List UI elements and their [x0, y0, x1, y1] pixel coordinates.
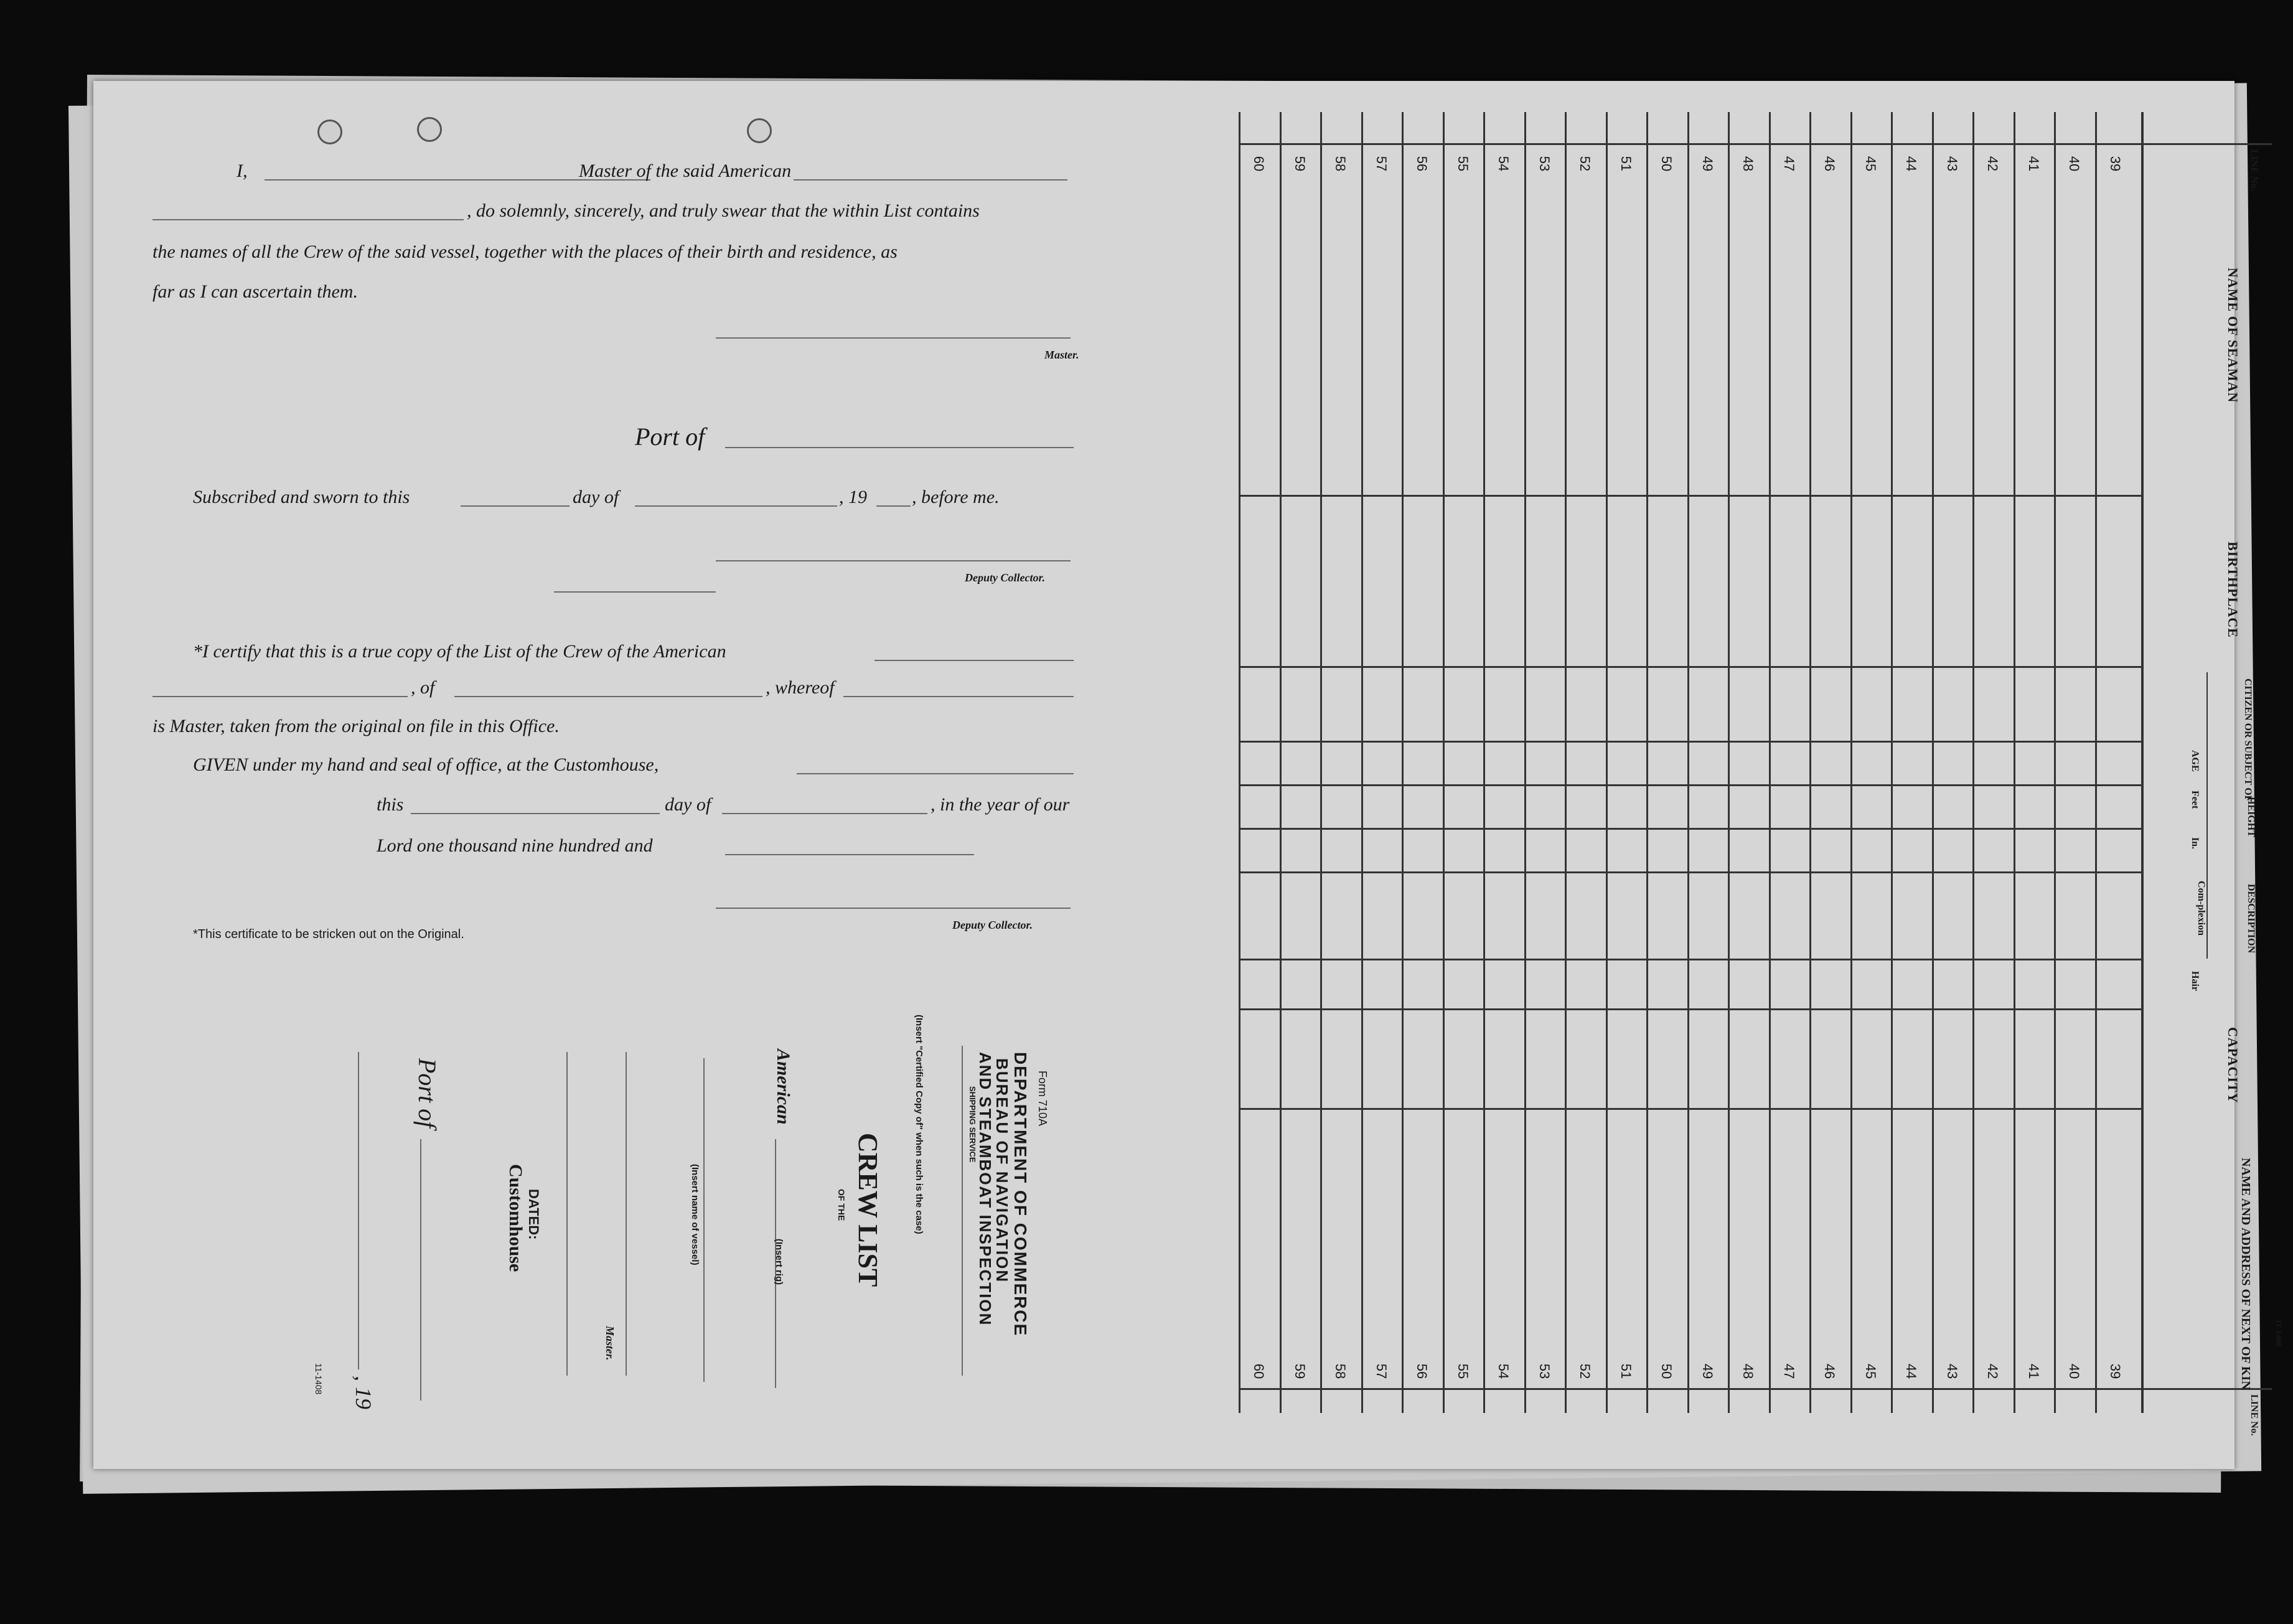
oath-far-as: far as I can ascertain them.	[152, 281, 358, 302]
port-of-label: Port of	[635, 423, 705, 451]
certify-month-line[interactable]	[722, 813, 927, 814]
master-signature-label: Master.	[1044, 349, 1079, 361]
cover-port-of: Port of	[413, 1058, 441, 1129]
header-feet: Feet	[2190, 791, 2200, 809]
row-line	[2095, 112, 2097, 1413]
certificate-footnote: *This certificate to be stricken out on the Original.	[193, 927, 464, 941]
header-divider	[2141, 112, 2144, 1413]
header-description: DESCRIPTION	[2246, 884, 2256, 954]
name-birthplace-sep	[1239, 495, 2141, 497]
header-line-no: LINE No.	[2249, 149, 2259, 191]
cover-port-line[interactable]	[420, 1139, 421, 1401]
subscribed-before-me: , before me.	[912, 487, 1000, 507]
row-line	[1972, 112, 1974, 1413]
row-line	[1565, 112, 1567, 1413]
customhouse-line[interactable]	[797, 773, 1074, 774]
oath-names-line: the names of all the Crew of the said vessel, together with the places of their birth and residence, as	[152, 242, 898, 262]
row-line	[1769, 112, 1771, 1413]
grid-bottom	[1239, 1388, 2272, 1390]
row-number: 59	[1292, 156, 1308, 172]
crew-list-title: CREW LIST	[853, 1133, 883, 1287]
certify-this: this	[377, 794, 404, 815]
dated-label: DATED:	[526, 1189, 542, 1240]
row-line	[1524, 112, 1526, 1413]
row-line	[1483, 112, 1485, 1413]
row-number: 50	[1659, 156, 1674, 172]
crew-list-page	[93, 81, 2284, 1469]
customhouse-label: Customhouse	[505, 1164, 526, 1272]
row-number: 49	[1699, 156, 1715, 172]
header-in: In.	[2190, 837, 2200, 850]
row-number: 58	[1333, 156, 1348, 172]
row-line	[1646, 112, 1648, 1413]
subscribed-month-line[interactable]	[635, 505, 837, 507]
certify-lord-line[interactable]	[725, 854, 974, 855]
row-number: 44	[1903, 156, 1919, 172]
subscribed-year-line[interactable]	[876, 505, 911, 507]
header-line-no-bottom: LINE No.	[2249, 1394, 2259, 1436]
certify-year: , in the year of our	[931, 794, 1070, 815]
row-number: 40	[2066, 1363, 2082, 1379]
insert-vessel: (Insert name of vessel)	[690, 1164, 700, 1265]
deputy-label-2: Deputy Collector.	[952, 919, 1033, 931]
age-height-sep	[1239, 784, 2141, 786]
steamboat-inspection: AND STEAMBOAT INSPECTION	[976, 1052, 995, 1326]
deputy-signature-line[interactable]	[716, 560, 1071, 561]
header-age: AGE	[2190, 750, 2200, 772]
row-number: 60	[1251, 156, 1267, 172]
row-number: 53	[1536, 1363, 1552, 1379]
row-line	[1728, 112, 1730, 1413]
row-line	[1891, 112, 1893, 1413]
complexion-hair-sep	[1239, 959, 2141, 960]
row-line	[1443, 112, 1445, 1413]
row-number: 53	[1536, 156, 1552, 172]
header-birthplace: BIRTHPLACE	[2225, 542, 2241, 638]
subscribed-19: , 19	[839, 487, 867, 507]
header-complexion: Com-plexion	[2196, 881, 2206, 936]
row-number: 56	[1414, 156, 1430, 172]
row-number: 49	[1699, 1363, 1715, 1379]
port-of-line[interactable]	[725, 447, 1074, 448]
row-number: 59	[1292, 1363, 1308, 1379]
certify-line1: *I certify that this is a true copy of the List of the Crew of the American	[193, 641, 726, 662]
row-number: 43	[1944, 1363, 1960, 1379]
insert-certified: (Insert "Certified Copy of" when such is the case)	[914, 1015, 924, 1234]
oath-master-of: Master of the said American	[579, 161, 792, 181]
deputy-label-1: Deputy Collector.	[965, 571, 1045, 584]
header-name-of-seaman: NAME OF SEAMAN	[2225, 268, 2241, 403]
certify-given: GIVEN under my hand and seal of office, at the Customhouse,	[193, 754, 659, 775]
punch-hole	[317, 120, 342, 144]
feet-in-sep	[1239, 828, 2141, 830]
row-line	[1809, 112, 1811, 1413]
certify-vessel-line[interactable]	[152, 696, 408, 697]
certify-day-of: day of	[665, 794, 711, 815]
row-line	[1850, 112, 1852, 1413]
row-number: 46	[1822, 156, 1837, 172]
seal-line	[554, 591, 716, 593]
master-cover-line[interactable]	[626, 1052, 627, 1376]
row-number: 42	[1985, 156, 2000, 172]
header-hair: Hair	[2190, 971, 2200, 991]
row-number: 55	[1455, 1363, 1471, 1379]
oath-do-swear: , do solemnly, sincerely, and truly swear that the within List contains	[467, 200, 980, 221]
cover-date-line[interactable]	[358, 1052, 359, 1369]
row-number: 47	[1781, 156, 1797, 172]
citizen-age-sep	[1239, 741, 2141, 743]
master-signature-line[interactable]	[716, 337, 1071, 339]
row-line	[1361, 112, 1363, 1413]
dept-commerce: DEPARTMENT OF COMMERCE	[1011, 1052, 1030, 1337]
row-line	[2054, 112, 2056, 1413]
row-number: 55	[1455, 156, 1471, 172]
certify-of: , of	[411, 677, 435, 698]
vessel-name-line[interactable]	[152, 219, 464, 220]
deputy-signature-line-2[interactable]	[716, 908, 1071, 909]
certify-vessel-type-line[interactable]	[875, 660, 1074, 661]
cover-code: 11-1408	[314, 1363, 324, 1395]
row-number: 57	[1373, 156, 1389, 172]
punch-hole	[417, 117, 442, 142]
row-number: 52	[1577, 156, 1593, 172]
row-line	[2014, 112, 2015, 1413]
form-number: Form 710A	[1036, 1071, 1049, 1127]
certify-whereof: , whereof	[766, 677, 835, 698]
shipping-service: SHIPPING SERVICE	[968, 1086, 977, 1163]
row-number: 42	[1985, 1363, 2000, 1379]
row-number: 56	[1414, 1363, 1430, 1379]
bureau-navigation: BUREAU OF NAVIGATION	[993, 1058, 1011, 1284]
birthplace-citizen-sep	[1239, 666, 2141, 668]
certify-line3: is Master, taken from the original on file in this Office.	[152, 716, 560, 736]
row-number: 46	[1822, 1363, 1837, 1379]
subscribed-day-line[interactable]	[461, 505, 570, 507]
row-number: 48	[1740, 1363, 1756, 1379]
row-number: 51	[1618, 156, 1634, 172]
row-number: 52	[1577, 1363, 1593, 1379]
of-the: OF THE	[837, 1189, 846, 1221]
row-number: 45	[1862, 156, 1878, 172]
crew-grid	[1239, 112, 2284, 1436]
row-number: 51	[1618, 1363, 1634, 1379]
certify-whereof-line[interactable]	[843, 696, 1074, 697]
cover-line	[566, 1052, 568, 1376]
row-line	[1239, 112, 1240, 1413]
hair-capacity-sep	[1239, 1008, 2141, 1010]
cover-divider	[962, 1046, 963, 1376]
height-desc-sep	[1239, 871, 2141, 873]
certify-of-line[interactable]	[454, 696, 762, 697]
vessel-name-cover-line[interactable]	[703, 1058, 705, 1382]
row-number: 39	[2107, 156, 2123, 172]
row-number: 43	[1944, 156, 1960, 172]
certify-day-line[interactable]	[411, 813, 660, 814]
cover-19: , 19	[351, 1376, 376, 1409]
vessel-type-line[interactable]	[794, 179, 1067, 181]
row-number: 40	[2066, 156, 2082, 172]
row-line	[1932, 112, 1934, 1413]
row-number: 54	[1496, 1363, 1511, 1379]
header-height: HEIGHT	[2246, 797, 2256, 837]
row-line	[1402, 112, 1404, 1413]
oath-i: I,	[237, 161, 248, 181]
row-number: 48	[1740, 156, 1756, 172]
row-number: 45	[1862, 1363, 1878, 1379]
row-number: 41	[2025, 1363, 2042, 1379]
row-number: 60	[1251, 1363, 1267, 1379]
subheader-divider	[2206, 672, 2208, 959]
american-label: American	[773, 1049, 794, 1125]
row-number: 44	[1903, 1363, 1919, 1379]
grid-code: 11-1408	[2274, 1320, 2284, 1346]
row-number: 58	[1333, 1363, 1348, 1379]
row-number: 57	[1373, 1363, 1389, 1379]
row-number: 54	[1496, 156, 1511, 172]
grid-top	[1239, 143, 2272, 145]
subscribed-prefix: Subscribed and sworn to this	[193, 487, 410, 507]
row-number: 50	[1659, 1363, 1674, 1379]
insert-rig: (Insert rig)	[774, 1239, 784, 1285]
header-capacity: CAPACITY	[2225, 1027, 2241, 1104]
row-line	[1606, 112, 1608, 1413]
row-number: 39	[2107, 1363, 2123, 1379]
punch-hole	[747, 118, 772, 143]
row-line	[1280, 112, 1282, 1413]
subscribed-day-of: day of	[573, 487, 619, 507]
row-line	[1687, 112, 1689, 1413]
certify-lord: Lord one thousand nine hundred and	[377, 835, 653, 856]
capacity-kin-sep	[1239, 1108, 2141, 1110]
row-number: 47	[1781, 1363, 1797, 1379]
cover-master: Master.	[604, 1326, 616, 1361]
header-next-of-kin: NAME AND ADDRESS OF NEXT OF KIN	[2239, 1158, 2253, 1390]
row-number: 41	[2025, 156, 2042, 172]
header-citizen: CITIZEN OR SUBJECT OF	[2243, 678, 2253, 802]
row-line	[1320, 112, 1322, 1413]
